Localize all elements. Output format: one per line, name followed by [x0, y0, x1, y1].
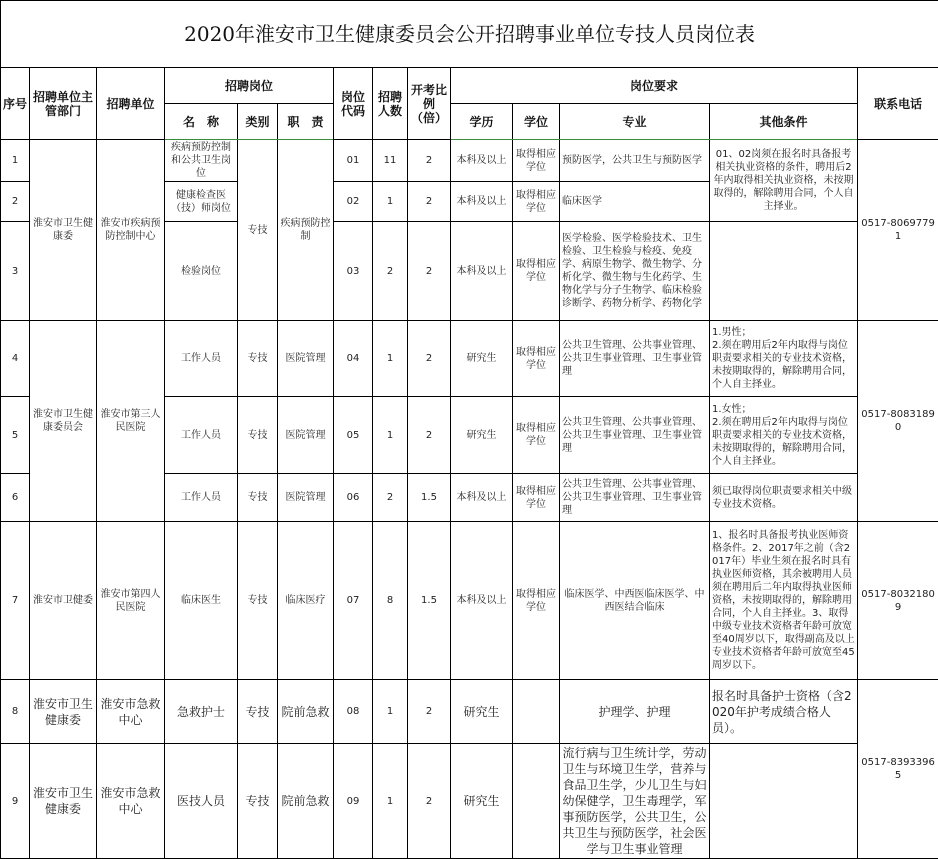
table-row — [1, 321, 938, 397]
edu-cell: 研究生 — [451, 397, 513, 474]
seq-cell: 7 — [1, 522, 30, 680]
seq-cell: 9 — [1, 744, 30, 859]
header-dept: 招聘单位主管部门 — [30, 68, 97, 140]
unit-cell: 淮安市第四人民医院 — [97, 522, 165, 680]
count-cell: 8 — [373, 522, 408, 680]
other-cell: 1.女性； 2.须在聘用后2年内取得与岗位职责要求相关的专业技术资格，未按期取得的，解除聘用合同，个人自主择业。 — [710, 397, 858, 474]
phone-cell: 0517-80831890 — [858, 321, 938, 522]
header-phone: 联系电话 — [858, 68, 938, 140]
header-other: 其他条件 — [710, 104, 858, 140]
other-cell — [710, 222, 858, 321]
ratio-cell: 2 — [408, 140, 451, 182]
dept-cell: 淮安市卫生健康委员会 — [30, 321, 97, 522]
code-cell: 01 — [334, 140, 373, 182]
code-cell: 08 — [334, 680, 373, 744]
seq-cell: 2 — [1, 182, 30, 222]
post-duty-cell: 疾病预防控制 — [278, 140, 334, 321]
major-cell: 公共卫生管理、公共事业管理、公共卫生事业管理、卫生事业管理 — [560, 397, 710, 474]
count-cell: 1 — [373, 744, 408, 859]
ratio-cell: 2 — [408, 397, 451, 474]
code-cell: 09 — [334, 744, 373, 859]
table-row — [1, 680, 938, 744]
table-row — [1, 140, 938, 182]
code-cell: 05 — [334, 397, 373, 474]
code-cell: 04 — [334, 321, 373, 397]
header-post-name: 名 称 — [165, 104, 238, 140]
post-type-cell: 专技 — [238, 744, 278, 859]
ratio-cell: 2 — [408, 182, 451, 222]
post-name-cell: 检验岗位 — [165, 222, 238, 321]
header-post: 招聘岗位 — [165, 68, 334, 104]
degree-cell: 取得相应学位 — [513, 182, 560, 222]
degree-cell: 取得相应学位 — [513, 397, 560, 474]
post-duty-cell: 医院管理 — [278, 321, 334, 397]
header-degree: 学位 — [513, 104, 560, 140]
header-count: 招聘人数 — [373, 68, 408, 140]
header-post-duty: 职 责 — [278, 104, 334, 140]
major-cell: 临床医学 — [560, 182, 710, 222]
degree-cell: 取得相应学位 — [513, 474, 560, 522]
count-cell: 1 — [373, 182, 408, 222]
code-cell: 03 — [334, 222, 373, 321]
ratio-cell: 2 — [408, 744, 451, 859]
phone-cell: 0517-83933965 — [858, 680, 938, 859]
major-cell: 临床医学、中西医临床医学、中西医结合临床 — [560, 522, 710, 680]
seq-cell: 1 — [1, 140, 30, 182]
post-name-cell: 临床医生 — [165, 522, 238, 680]
other-cell: 报名时具备护士资格（含2020年护考成绩合格人员）。 — [710, 680, 858, 744]
edu-cell: 本科及以上 — [451, 182, 513, 222]
header-major: 专业 — [560, 104, 710, 140]
unit-cell: 淮安市疾病预防控制中心 — [97, 140, 165, 321]
post-type-cell: 专技 — [238, 321, 278, 397]
count-cell: 2 — [373, 222, 408, 321]
dept-cell: 淮安市卫生健康委 — [30, 744, 97, 859]
phone-cell: 0517-80321809 — [858, 522, 938, 680]
post-type-cell: 专技 — [238, 680, 278, 744]
post-name-cell: 健康检查医（技）师岗位 — [165, 182, 238, 222]
seq-cell: 6 — [1, 474, 30, 522]
post-name-cell: 急救护士 — [165, 680, 238, 744]
post-type-cell: 专技 — [238, 474, 278, 522]
edu-cell: 研究生 — [451, 744, 513, 859]
degree-cell: 取得相应学位 — [513, 222, 560, 321]
seq-cell: 5 — [1, 397, 30, 474]
post-name-cell: 工作人员 — [165, 397, 238, 474]
table-row — [1, 744, 938, 859]
ratio-cell: 2 — [408, 222, 451, 321]
ratio-cell: 1.5 — [408, 522, 451, 680]
post-duty-cell: 院前急救 — [278, 680, 334, 744]
major-cell: 预防医学，公共卫生与预防医学 — [560, 140, 710, 182]
header-seq: 序号 — [1, 68, 30, 140]
code-cell: 06 — [334, 474, 373, 522]
table-row — [1, 522, 938, 680]
other-cell: 01、02岗须在报名时具备报考相关执业资格的条件，聘用后2年内取得相关执业资格，未按期取得的，解除聘用合同，个人自主择业。 — [710, 140, 858, 222]
post-duty-cell: 院前急救 — [278, 744, 334, 859]
post-duty-cell: 临床医疗 — [278, 522, 334, 680]
unit-cell: 淮安市急救中心 — [97, 744, 165, 859]
seq-cell: 3 — [1, 222, 30, 321]
post-name-cell: 疾病预防控制和公共卫生岗位 — [165, 140, 238, 182]
post-duty-cell: 医院管理 — [278, 397, 334, 474]
phone-cell: 0517-80697791 — [858, 140, 938, 321]
seq-cell: 4 — [1, 321, 30, 397]
post-type-cell: 专技 — [238, 397, 278, 474]
header-req: 岗位要求 — [451, 68, 858, 104]
other-cell: 须已取得岗位职责要求相关中级专业技术资格。 — [710, 474, 858, 522]
header-unit: 招聘单位 — [97, 68, 165, 140]
code-cell: 02 — [334, 182, 373, 222]
header-code: 岗位代码 — [334, 68, 373, 140]
major-cell: 流行病与卫生统计学，劳动卫生与环境卫生学，营养与食品卫生学，少儿卫生与妇幼保健学，卫生毒理学，军事预防医学，公共卫生，公共卫生与预防医学，社会医学与卫生事业管理 — [560, 744, 710, 859]
dept-cell: 淮安市卫健委 — [30, 522, 97, 680]
ratio-cell: 2 — [408, 680, 451, 744]
count-cell: 11 — [373, 140, 408, 182]
count-cell: 2 — [373, 474, 408, 522]
other-cell — [710, 744, 858, 859]
header-edu: 学历 — [451, 104, 513, 140]
count-cell: 1 — [373, 321, 408, 397]
ratio-cell: 1.5 — [408, 474, 451, 522]
degree-cell: 取得相应学位 — [513, 321, 560, 397]
edu-cell: 本科及以上 — [451, 140, 513, 182]
post-name-cell: 工作人员 — [165, 474, 238, 522]
dept-cell: 淮安市卫生健康委 — [30, 680, 97, 744]
other-cell: 1.男性； 2.须在聘用后2年内取得与岗位职责要求相关的专业技术资格，未按期取得的，解除聘用合同，个人自主择业。 — [710, 321, 858, 397]
other-cell: 1、报名时具备报考执业医师资格条件。2、2017年之前（含2017年）毕业生须在报名时具有执业医师资格，其余被聘用人员须在聘用后二年内取得执业医师资格，未按期取得的，解除聘用合同，个人自主择业。3、取得中级专业技术资格者年龄可放宽至40周岁以下，取得副高及以上专业技术资格者年龄可放宽至45周岁以下。 — [710, 522, 858, 680]
major-cell: 公共卫生管理、公共事业管理、公共卫生事业管理、卫生事业管理 — [560, 321, 710, 397]
ratio-cell: 2 — [408, 321, 451, 397]
dept-cell: 淮安市卫生健康委 — [30, 140, 97, 321]
code-cell: 07 — [334, 522, 373, 680]
header-ratio: 开考比例（倍） — [408, 68, 451, 140]
page-title: 2020年淮安市卫生健康委员会公开招聘事业单位专技人员岗位表 — [1, 1, 938, 68]
major-cell: 护理学、护理 — [560, 680, 710, 744]
post-duty-cell: 医院管理 — [278, 474, 334, 522]
header-post-type: 类别 — [238, 104, 278, 140]
unit-cell: 淮安市第三人民医院 — [97, 321, 165, 522]
degree-cell — [513, 680, 560, 744]
degree-cell: 取得相应学位 — [513, 522, 560, 680]
count-cell: 1 — [373, 680, 408, 744]
post-name-cell: 医技人员 — [165, 744, 238, 859]
count-cell: 1 — [373, 397, 408, 474]
major-cell: 公共卫生管理、公共事业管理、公共卫生事业管理、卫生事业管理 — [560, 474, 710, 522]
edu-cell: 本科及以上 — [451, 474, 513, 522]
post-type-cell: 专技 — [238, 522, 278, 680]
major-cell: 医学检验、医学检验技术、卫生检验、卫生检验与检疫、免疫学、病原生物学、微生物学、分析化学、微生物与生化药学、生物化学与分子生物学、临床检验诊断学、药物分析学、药物化学 — [560, 222, 710, 321]
post-type-cell: 专技 — [238, 140, 278, 321]
degree-cell: 取得相应学位 — [513, 140, 560, 182]
edu-cell: 研究生 — [451, 321, 513, 397]
degree-cell — [513, 744, 560, 859]
edu-cell: 研究生 — [451, 680, 513, 744]
seq-cell: 8 — [1, 680, 30, 744]
post-name-cell: 工作人员 — [165, 321, 238, 397]
edu-cell: 本科及以上 — [451, 522, 513, 680]
unit-cell: 淮安市急救中心 — [97, 680, 165, 744]
edu-cell: 本科及以上 — [451, 222, 513, 321]
